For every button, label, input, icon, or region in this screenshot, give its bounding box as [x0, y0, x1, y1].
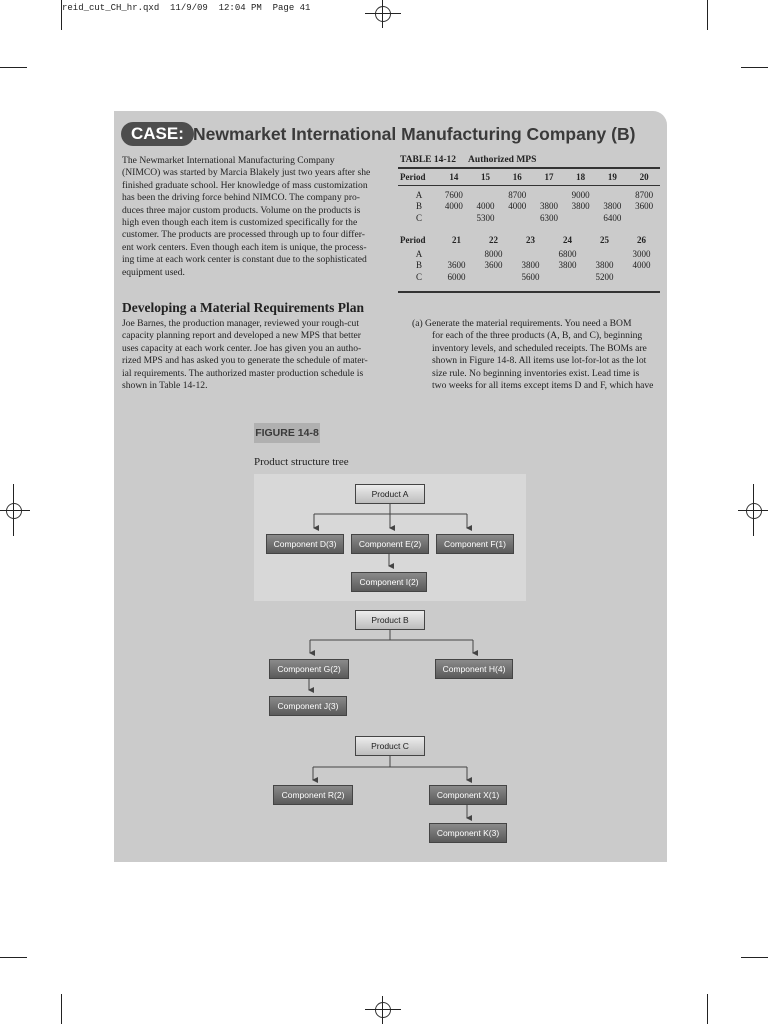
text-line: size rule. No beginning inventories exist. Lead time is — [432, 367, 640, 379]
table-cell: 7600 — [444, 189, 463, 200]
text-line: customer. The products are processed through up to four differ- — [122, 229, 365, 241]
table-cell: 3600 — [635, 201, 654, 212]
table-header-cell: 21 — [452, 235, 461, 245]
table-cell: 3800 — [521, 260, 540, 271]
table-header-cell: Period — [400, 235, 426, 245]
table-cell: 3800 — [558, 260, 577, 271]
node-component-x: Component X(1) — [429, 785, 507, 805]
text-line: equipment used. — [122, 266, 185, 278]
node-component-k: Component K(3) — [429, 823, 507, 843]
table-cell: B — [415, 201, 422, 212]
table-cell: 3800 — [595, 260, 614, 271]
table-cell: 8700 — [508, 189, 527, 200]
table-cell: 3800 — [539, 201, 558, 212]
text-line: (a) Generate the material requirements. You need a BOM — [412, 318, 632, 329]
node-product-b: Product B — [355, 610, 425, 630]
text-line: ent work centers. Even though each item is unique, the process- — [122, 241, 367, 253]
text-line: shown in Figure 14-8. All items use lot-for-lot as the lot — [432, 355, 647, 367]
text-line: high even though each item is customized specifically for the — [122, 217, 358, 229]
table-cell: 5300 — [476, 212, 495, 223]
table-header-cell: 22 — [489, 235, 498, 245]
node-component-f: Component F(1) — [436, 534, 514, 554]
text-line: Joe Barnes, the production manager, reviewed your rough-cut — [122, 318, 359, 329]
table-cell: 8000 — [484, 248, 503, 259]
section-heading: Developing a Material Requirements Plan — [122, 300, 364, 315]
table-cell: 3000 — [632, 248, 651, 259]
table-cell: C — [415, 271, 422, 282]
node-component-g: Component G(2) — [269, 659, 349, 679]
node-product-a: Product A — [355, 484, 425, 504]
node-component-j: Component J(3) — [269, 696, 347, 716]
text-line: for each of the three products (A, B, and C), beginning — [432, 330, 643, 342]
table-cell: A — [415, 189, 423, 200]
node-component-e: Component E(2) — [351, 534, 429, 554]
table-header-cell: 23 — [526, 235, 535, 245]
table-header-cell: 26 — [637, 235, 646, 245]
text-line: two weeks for all items except items D and F, which have — [432, 380, 654, 392]
table-cell: 6800 — [558, 248, 577, 259]
table-header-cell: Period — [400, 172, 426, 182]
table-cell: 3800 — [603, 201, 622, 212]
table-cell: 3600 — [447, 260, 466, 271]
table-cell: C — [415, 212, 422, 223]
figure-caption: Product structure tree — [254, 456, 349, 468]
text-line: shown in Table 14-12. — [122, 380, 208, 392]
table-cell: 6300 — [539, 212, 558, 223]
text-line: capacity planning report and developed a new MPS that better — [122, 330, 361, 342]
case-tag: CASE: — [121, 122, 194, 146]
table-header-cell: 15 — [481, 172, 491, 182]
table-cell: 4000 — [508, 201, 527, 212]
text-line: has been the driving force behind NIMCO. The company pro- — [122, 192, 361, 204]
case-title: Newmarket International Manufacturing Company (B) — [193, 124, 636, 144]
table-cell: 3600 — [484, 260, 503, 271]
table-cell: 9000 — [571, 189, 590, 200]
table-header-cell: 18 — [576, 172, 586, 182]
table-number: TABLE 14-12 — [400, 155, 457, 165]
text-line: ial requirements. The authorized master production schedule is — [122, 367, 364, 379]
table-header-cell: 20 — [639, 172, 649, 182]
text-line: The Newmarket International Manufacturing Company — [122, 155, 335, 166]
table-header-cell: 14 — [449, 172, 459, 182]
text-line: ing time at each work center is constant due to the sophisticated — [122, 254, 367, 266]
table-header-cell: 24 — [563, 235, 572, 245]
text-line: rized MPS and has asked you to generate the schedule of mater- — [122, 355, 368, 367]
node-component-h: Component H(4) — [435, 659, 513, 679]
slug-line: reid_cut_CH_hr.qxd 11/9/09 12:04 PM Page 41 — [62, 3, 311, 13]
text-line: uses capacity at each work center. Joe has given you an autho- — [122, 342, 362, 354]
table-cell: 4000 — [444, 201, 463, 212]
node-component-i: Component I(2) — [351, 572, 427, 592]
table-cell: B — [415, 260, 422, 271]
table-cell: 3800 — [571, 201, 590, 212]
node-component-r: Component R(2) — [273, 785, 353, 805]
text-line: inventory levels, and scheduled receipts. The BOMs are — [432, 342, 647, 354]
table-cell: 4000 — [476, 201, 495, 212]
table-cell: 6000 — [447, 271, 466, 282]
figure-label: FIGURE 14-8 — [254, 423, 320, 443]
table-cell: 6400 — [603, 212, 622, 223]
text-line: finished graduate school. Her knowledge of mass customization — [122, 179, 368, 191]
table-header-cell: 17 — [544, 172, 554, 182]
table-header-cell: 16 — [512, 172, 522, 182]
node-component-d: Component D(3) — [266, 534, 344, 554]
table-cell: 4000 — [632, 260, 651, 271]
table-header-cell: 25 — [600, 235, 609, 245]
table-cell: 8700 — [635, 189, 654, 200]
table-header-cell: 19 — [607, 172, 617, 182]
table-caption: Authorized MPS — [468, 155, 537, 165]
table-cell: 5200 — [595, 271, 614, 282]
text-line: duces three major custom products. Volume on the products is — [122, 204, 361, 216]
text-line: (NIMCO) was started by Marcia Blakely just two years after she — [122, 167, 371, 179]
table-cell: 5600 — [521, 271, 540, 282]
table-cell: A — [415, 248, 423, 259]
node-product-c: Product C — [355, 736, 425, 756]
